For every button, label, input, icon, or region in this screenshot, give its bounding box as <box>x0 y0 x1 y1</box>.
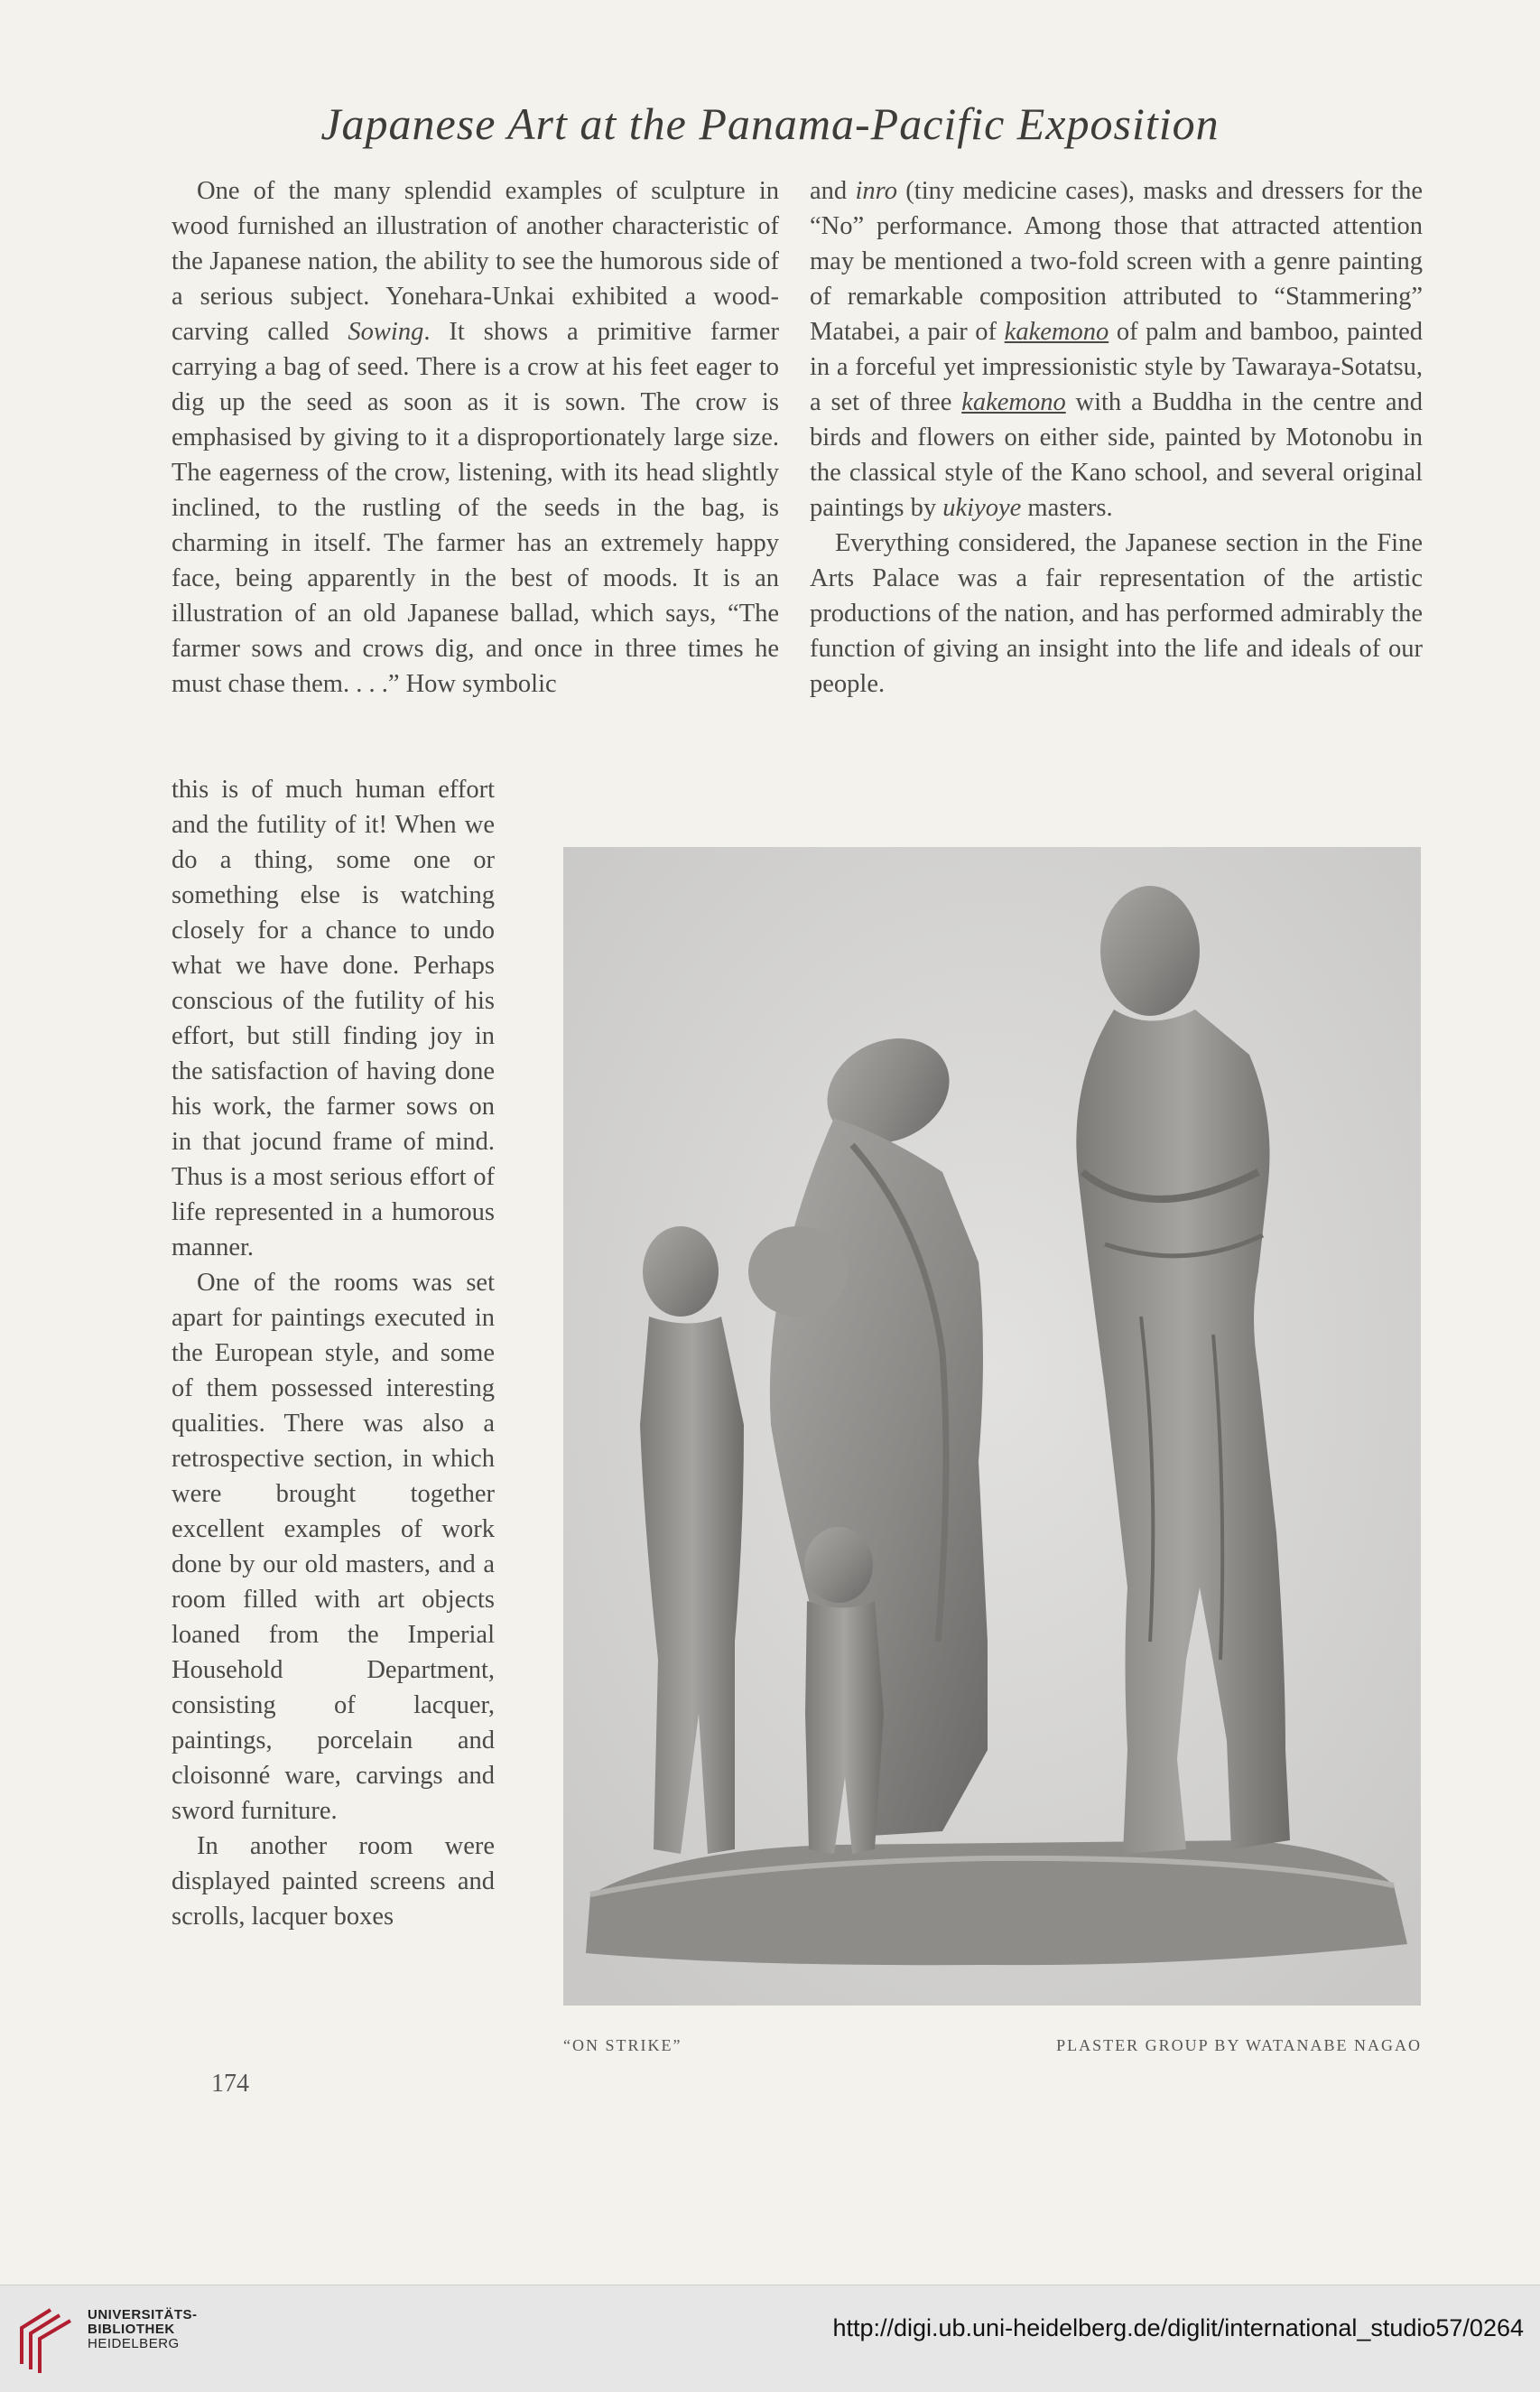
text-run: with a Buddha in the centre and birds and flowers on either side, painted by Motonobu in the classical style of the Kano school, and several original paintings by <box>810 388 1423 522</box>
library-name-line3: HEIDELBERG <box>88 2336 180 2351</box>
library-name <box>88 2308 198 2351</box>
text-run: masters. <box>1021 494 1113 522</box>
paragraph-continuation: this is of much human effort and the futility of it! When we do a thing, some one or something else is watching closely for a chance to undo what we have done. Perhaps conscious of the futility of his effort, but still finding joy in the satisfaction of having done his work, the farmer sows on in that jocund frame of mind. Thus is a most serious effort of life represented in a humorous manner. <box>172 776 495 1261</box>
library-logo-icon <box>14 2301 79 2378</box>
running-title: Japanese Art at the Panama-Pacific Exposition <box>320 98 1220 149</box>
paragraph-screens: In another room were displayed painted screens and scrolls, lacquer boxes <box>172 1832 495 1931</box>
page-number: 174 <box>211 2070 249 2098</box>
left-column-wide <box>172 173 779 702</box>
text-run: . It shows a primitive farmer carrying a bag of seed. There is a crow at his feet eager to dig up the seed as soon as it is sown. The crow is emphasised by giving to it a disproportionately large size. The eagerness of the crow, listening, with its head slightly inclined, to the rustling of the seeds in the bag, is charming in itself. The farmer has an extremely happy face, being apparently in the best of moods. It is an illustration of an old Japanese ballad, which says, “The farmer sows and crows dig, and once in three times he must chase them. . . .” How symbolic <box>172 318 779 698</box>
text-run: of palm and bamboo, painted in a forceful yet impressionistic style by Tawaraya-Sotatsu, a set of three <box>810 318 1423 416</box>
right-column <box>810 173 1423 702</box>
paragraph-sowing <box>172 173 779 702</box>
text-run: (tiny medicine cases), masks and dressers for the “No” performance. Among those that attracted attention may be mentioned a two-fold screen with a genre painting of remarkable composition attributed to “Stammering” Matabei, a pair of <box>810 177 1423 346</box>
term-kakemono: kakemono <box>961 388 1066 416</box>
term-inro: inro <box>855 177 897 205</box>
paragraph-conclusion: Everything considered, the Japanese section in the Fine Arts Palace was a fair representation of the artistic productions of the nation, and has performed admirably the function of giving an insight into the life and ideals of our people. <box>810 529 1423 698</box>
figure-caption-title: “ON STRIKE” <box>563 2036 682 2054</box>
term-kakemono: kakemono <box>1004 318 1109 346</box>
source-url-link[interactable]: http://digi.ub.uni-heidelberg.de/diglit/international_studio57/0264 <box>832 2314 1524 2341</box>
library-name-line1: UNIVERSITÄTS- <box>88 2307 198 2322</box>
paragraph-inro <box>810 173 1423 526</box>
text-run: and <box>810 177 856 205</box>
sculpture-image <box>563 847 1421 2006</box>
sculpture-photograph <box>563 847 1421 2006</box>
library-name-line2: BIBLIOTHEK <box>88 2322 175 2337</box>
figure-caption-credit: PLASTER GROUP BY WATANABE NAGAO <box>1056 2036 1422 2054</box>
artwork-title: Sowing <box>348 318 424 346</box>
text-run: One of the many splendid examples of sculpture in wood furnished an illustration of another characteristic of the Japanese nation, the ability to see the humorous side of a serious subject. Yonehara-Unkai exhibited a wood-carving called <box>172 177 779 346</box>
term-ukiyoye: ukiyoye <box>942 494 1022 522</box>
left-column-narrow <box>172 772 495 1934</box>
paragraph-european-style: One of the rooms was set apart for paintings executed in the European style, and some of them possessed interesting qualities. There was also a retrospective section, in which were brought together excellent examples of work done by our old masters, and a room filled with art objects loaned from the Imperial Household Department, consisting of lacquer, paintings, porcelain and cloisonné ware, carvings and sword furniture. <box>172 1269 495 1825</box>
